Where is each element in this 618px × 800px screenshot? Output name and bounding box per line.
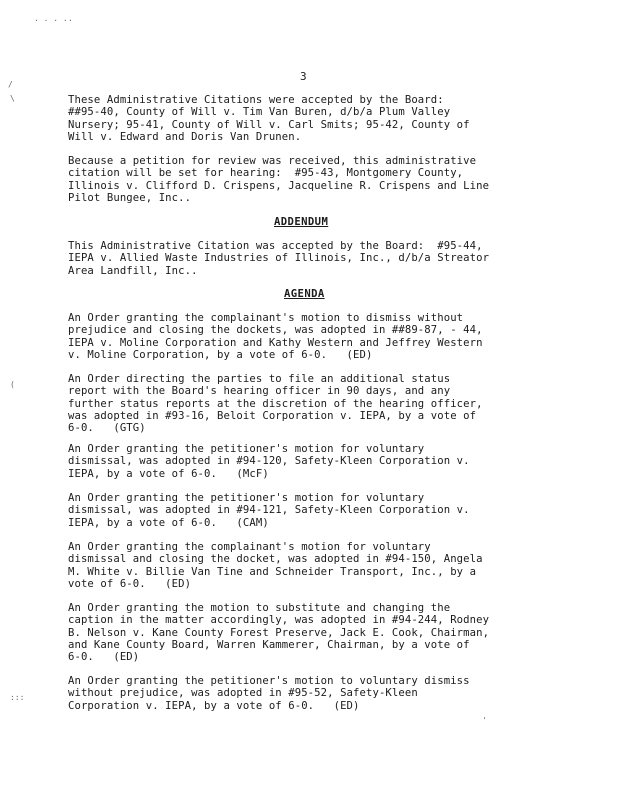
scan-speck: \ <box>10 94 15 103</box>
scan-speck: . <box>68 14 73 23</box>
addendum-heading: ADDENDUM <box>274 216 329 228</box>
scan-speck: ( <box>10 380 15 389</box>
agenda-item-safety-kleen-120: An Order granting the petitioner's motion for voluntary dismissal, was adopted in #94-120, Safety-Kleen Corporation v. IEPA, by a vote of 6-0. (McF) <box>68 443 470 480</box>
agenda-item-safety-kleen-121: An Order granting the petitioner's motion for voluntary dismissal, was adopted in #94-121, Safety-Kleen Corporation v. IEPA, by a vote of 6-0. (CAM) <box>68 492 470 529</box>
agenda-heading: AGENDA <box>284 288 325 300</box>
scan-speck: / <box>8 80 13 89</box>
agenda-item-safety-kleen-52: An Order granting the petitioner's motion to voluntary dismiss without prejudice, was adopted in #95-52, Safety-Kleen Corporation v. IEPA, by a vote of 6-0. (ED) <box>68 675 470 712</box>
agenda-item-moline: An Order granting the complainant's motion to dismiss without prejudice and closing the dockets, was adopted in ##89-87, - 44, IEPA v. Moline Corporation and Kathy Western and Jeffrey Western v. Moline Corporation, by a vote of 6-0. (ED) <box>68 312 483 361</box>
page-number: 3 <box>300 70 307 83</box>
agenda-item-nelson: An Order granting the motion to substitute and changing the caption in the matter accordingly, was adopted in #94-244, Rodney B. Nelson v. Kane County Forest Preserve, Jack E. Cook, Chairman, and Kane County Board, Warren Kammerer, Chairman, by a vote of 6-0. (ED) <box>68 602 490 664</box>
agenda-item-beloit: An Order directing the parties to file an additional status report with the Board's hearing officer in 90 days, and any further status reports at the discretion of the hearing officer, was adopted in #93-16, Beloit Corporation v. IEPA, by a vote of 6-0. (GTG) <box>68 373 483 435</box>
paragraph-administrative-citations: These Administrative Citations were accepted by the Board: ##95-40, County of Will v. Tim Van Buren, d/b/a Plum Valley Nursery; 95-41, County of Will v. Carl Smits; 95-42, County of Will v. Edward and Doris Van Drunen. <box>68 94 470 143</box>
paragraph-addendum-citation: This Administrative Citation was accepted by the Board: #95-44, IEPA v. Allied Waste Industries of Illinois, Inc., d/b/a Streator Area Landfill, Inc.. <box>68 240 490 277</box>
scan-speck: . . . . <box>34 14 68 23</box>
scan-speck: ' <box>482 716 487 725</box>
scan-speck: ::: <box>10 693 25 702</box>
agenda-item-white: An Order granting the complainant's motion for voluntary dismissal and closing the docket, was adopted in #94-150, Angela M. White v. Billie Van Tine and Schneider Transport, Inc., by a vote of 6-0. (ED) <box>68 541 483 590</box>
paragraph-petition-for-review: Because a petition for review was received, this administrative citation will be set for hearing: #95-43, Montgomery County, Illinois v. Clifford D. Crispens, Jacqueline R. Crispens and Line Pilot Bungee, Inc.. <box>68 155 490 204</box>
